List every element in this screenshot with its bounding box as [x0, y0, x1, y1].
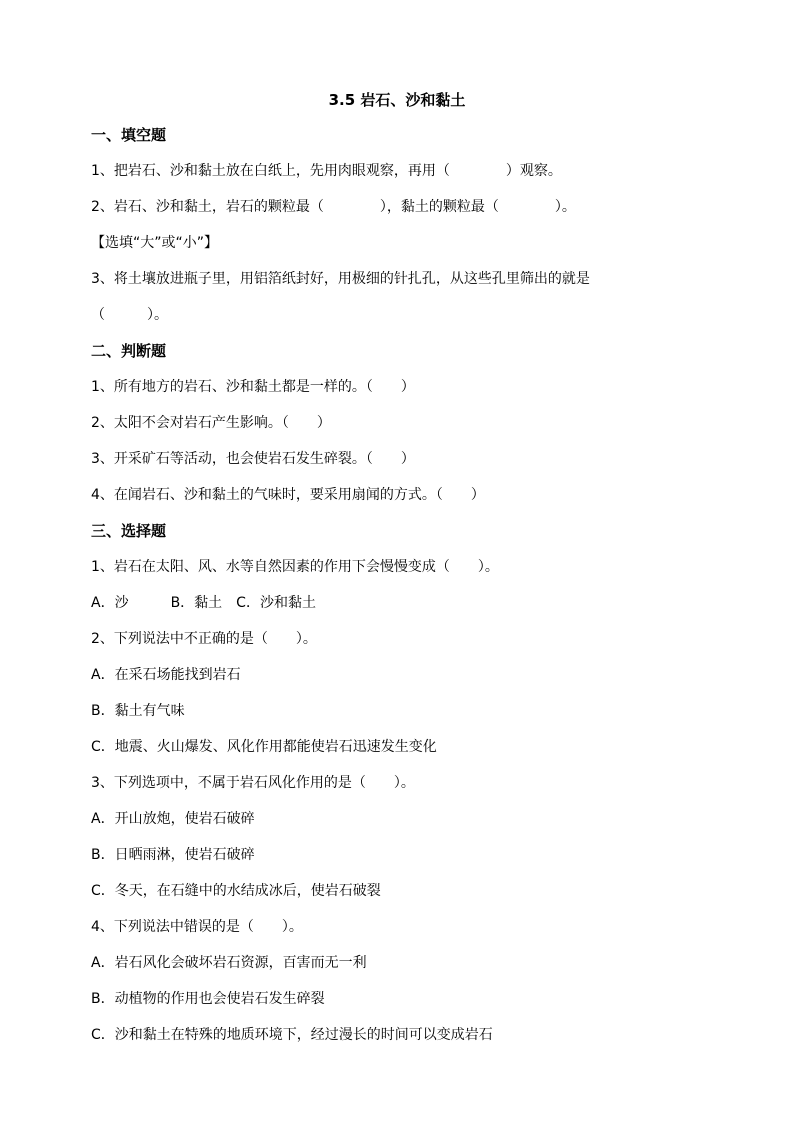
page-title: 3.5 岩石、沙和黏土 — [328, 91, 466, 109]
fill-blank-question-1: 1、把岩石、沙和黏土放在白纸上，先用肉眼观察，再用（ ）观察。 — [91, 163, 562, 179]
choice-question-4-option-a: A．岩石风化会破坏岩石资源，百害而无一利 — [91, 955, 367, 971]
section-heading-multiple-choice: 三、选择题 — [91, 522, 167, 540]
section-heading-true-false: 二、判断题 — [91, 342, 167, 360]
choice-question-2-option-c: C．地震、火山爆发、风化作用都能使岩石迅速发生变化 — [91, 739, 437, 755]
choice-question-3-option-c: C．冬天，在石缝中的水结成冰后，使岩石破裂 — [91, 883, 381, 899]
choice-question-2: 2、下列说法中不正确的是（ ）。 — [91, 631, 317, 647]
choice-question-4: 4、下列说法中错误的是（ ）。 — [91, 919, 303, 935]
true-false-question-4: 4、在闻岩石、沙和黏土的气味时，要采用扇闻的方式。（ ） — [91, 487, 485, 503]
fill-blank-question-2-note: 【选填“大”或“小”】 — [91, 235, 219, 251]
choice-question-3-option-b: B．日晒雨淋，使岩石破碎 — [91, 847, 255, 863]
fill-blank-question-2: 2、岩石、沙和黏土，岩石的颗粒最（ ），黏土的颗粒最（ ）。 — [91, 199, 576, 215]
choice-question-2-option-b: B．黏土有气味 — [91, 703, 185, 719]
choice-question-3: 3、下列选项中，不属于岩石风化作用的是（ ）。 — [91, 775, 415, 791]
true-false-question-1: 1、所有地方的岩石、沙和黏土都是一样的。（ ） — [91, 379, 415, 395]
choice-question-4-option-c: C．沙和黏土在特殊的地质环境下，经过漫长的时间可以变成岩石 — [91, 1027, 493, 1043]
true-false-question-3: 3、开采矿石等活动，也会使岩石发生碎裂。（ ） — [91, 451, 415, 467]
true-false-question-2: 2、太阳不会对岩石产生影响。（ ） — [91, 415, 331, 431]
choice-question-2-option-a: A．在采石场能找到岩石 — [91, 667, 241, 683]
fill-blank-question-3-line-2: （ ）。 — [91, 307, 168, 323]
choice-question-4-option-b: B．动植物的作用也会使岩石发生碎裂 — [91, 991, 325, 1007]
section-heading-fill-blank: 一、填空题 — [91, 126, 167, 144]
choice-question-1: 1、岩石在太阳、风、水等自然因素的作用下会慢慢变成（ ）。 — [91, 559, 499, 575]
choice-question-3-option-a: A．开山放炮，使岩石破碎 — [91, 811, 255, 827]
fill-blank-question-3-line-1: 3、将土壤放进瓶子里，用铝箔纸封好，用极细的针扎孔，从这些孔里筛出的就是 — [91, 271, 590, 287]
choice-question-1-options: A．沙 B．黏土 C．沙和黏土 — [91, 595, 316, 611]
